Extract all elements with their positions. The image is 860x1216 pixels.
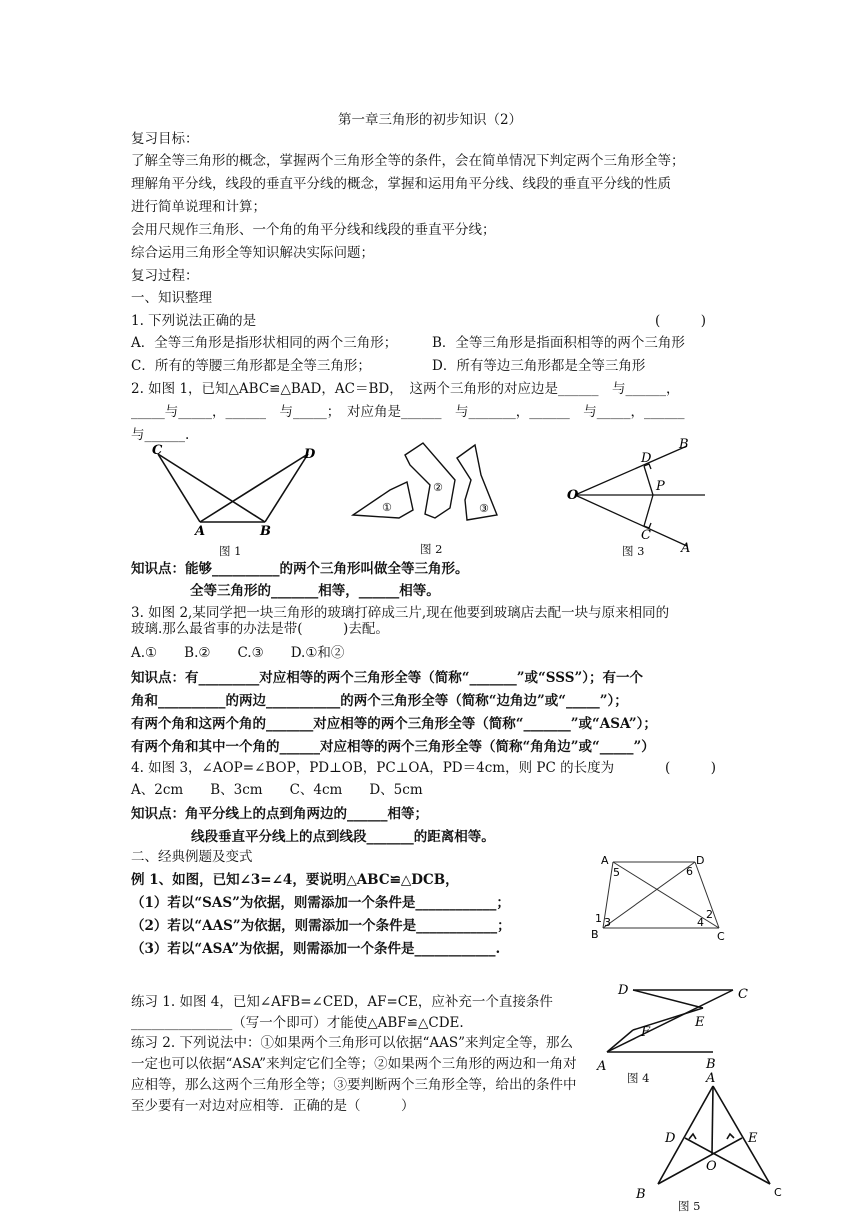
fig5-label: E bbox=[748, 1131, 758, 1146]
ex1-label: 4 bbox=[697, 916, 704, 929]
ex1-label: C bbox=[717, 930, 725, 943]
fig3-label: A bbox=[681, 541, 691, 556]
example-1-stem: 例 1、如图，已知∠3=∠4，要说明△ABC≌△DCB， bbox=[131, 872, 459, 888]
ex1-label: D bbox=[696, 854, 705, 867]
question-2-line: 2. 如图 1，已知△ABC≌△BAD，AC＝BD， 这两个三角形的对应边是______ 与______， bbox=[131, 381, 680, 397]
knowledge-point: 有两个角和其中一个角的______对应相等的两个三角形全等（简称“角角边”或“_____”） bbox=[131, 739, 655, 755]
fig1-label: A bbox=[195, 524, 206, 539]
figure-1-caption: 图 1 bbox=[219, 544, 242, 558]
fig4-label: C bbox=[738, 987, 748, 1002]
goal-line: 理解角平分线，线段的垂直平分线的概念，掌握和运用角平分线、线段的垂直平分线的性质 bbox=[131, 176, 671, 192]
fig2-label: ② bbox=[433, 481, 443, 494]
knowledge-point: 知识点：能够__________的两个三角形叫做全等三角形。 bbox=[131, 561, 469, 577]
figure-5-diagram bbox=[630, 1068, 790, 1208]
figure-5-caption: 图 5 bbox=[678, 1199, 701, 1213]
question-4-stem: 4. 如图 3，∠AOP=∠BOP，PD⊥OB，PC⊥OA，PD＝4cm，则 PC 的长度为 bbox=[131, 760, 615, 776]
option-a: A．全等三角形是指形状相同的两个三角形； bbox=[131, 335, 398, 351]
question-3-line: 玻璃.那么最省事的办法是带( )去配。 bbox=[131, 621, 389, 637]
figure-2-diagram bbox=[345, 440, 515, 540]
knowledge-point: 知识点：角平分线上的点到角两边的______相等； bbox=[131, 806, 428, 822]
example-1-diagram bbox=[591, 852, 735, 943]
figure-1-diagram bbox=[140, 440, 330, 540]
option-c: C．所有的等腰三角形都是全等三角形； bbox=[131, 358, 371, 374]
figure-3-caption: 图 3 bbox=[622, 544, 645, 558]
fig3-label: O bbox=[567, 488, 579, 503]
page-title: 第一章三角形的初步知识（2） bbox=[337, 112, 523, 128]
fig2-label: ① bbox=[382, 501, 392, 514]
ex1-label: 6 bbox=[686, 865, 693, 878]
fig4-label: B bbox=[706, 1057, 716, 1072]
process-heading: 复习过程： bbox=[131, 268, 199, 284]
ex1-label: 1 bbox=[595, 912, 602, 925]
fig1-label: C bbox=[152, 443, 163, 458]
figure-3-diagram bbox=[565, 437, 715, 556]
fig4-label: F bbox=[641, 1025, 651, 1040]
figure-4-diagram bbox=[595, 982, 755, 1072]
question-4-options: A、2cm B、3cm C、4cm D、5cm bbox=[131, 782, 423, 798]
fig3-label: D bbox=[641, 451, 652, 466]
ex1-label: 2 bbox=[706, 908, 713, 921]
option-d: D．所有等边三角形都是全等三角形 bbox=[432, 358, 646, 374]
question-3-options: A.① B.② C.③ D.①和② bbox=[131, 645, 345, 661]
question-2-line: _____与_____，______ 与_____； 对应角是______ 与_______，______ 与_____，______ bbox=[131, 404, 685, 420]
answer-paren: ( ) bbox=[665, 760, 717, 776]
ex1-label: 5 bbox=[613, 866, 620, 879]
goal-line: 会用尺规作三角形、一个角的角平分线和线段的垂直平分线； bbox=[131, 222, 496, 238]
fig5-label: O bbox=[706, 1159, 717, 1174]
goal-line: 了解全等三角形的概念，掌握两个三角形全等的条件，会在简单情况下判定两个三角形全等； bbox=[131, 153, 685, 169]
knowledge-point: 有两个角和这两个角的_______对应相等的两个三角形全等（简称“_______”或“ASA”）； bbox=[131, 716, 657, 732]
fig4-label: D bbox=[618, 983, 629, 998]
question-2-line: 与______. bbox=[131, 427, 190, 443]
option-b: B．全等三角形是指面积相等的两个三角形 bbox=[432, 335, 685, 351]
fig3-label: B bbox=[679, 437, 689, 452]
fig5-label: B bbox=[636, 1187, 646, 1202]
example-1-part: （3）若以“ASA”为依据，则需添加一个条件是____________. bbox=[131, 941, 501, 957]
question-3-line: 3. 如图 2,某同学把一块三角形的玻璃打碎成三片,现在他要到玻璃店去配一块与原来相同的 bbox=[131, 605, 670, 621]
fig1-label: D bbox=[304, 447, 316, 462]
fig5-label: C bbox=[774, 1186, 782, 1199]
goal-line: 综合运用三角形全等知识解决实际问题； bbox=[131, 245, 374, 261]
fig5-label: A bbox=[706, 1071, 716, 1086]
goal-line: 进行简单说理和计算； bbox=[131, 199, 266, 215]
fig5-label: D bbox=[665, 1131, 676, 1146]
answer-paren: ( ) bbox=[655, 313, 707, 329]
goals-heading: 复习目标： bbox=[131, 131, 199, 147]
practice-1: 练习 1. 如图 4，已知∠AFB=∠CED，AF=CE，应补充一个直接条件_______________（写一个即可）才能使△ABF≌△CDE. bbox=[131, 994, 553, 1031]
fig4-label: A bbox=[597, 1059, 607, 1074]
figure-2-caption: 图 2 bbox=[420, 542, 443, 556]
fig1-label: B bbox=[260, 524, 271, 539]
section-heading: 一、知识整理 bbox=[131, 290, 212, 306]
fig3-label: C bbox=[641, 528, 651, 543]
knowledge-point: 角和__________的两边___________的两个三角形全等（简称“边角边”或“_____”）； bbox=[131, 693, 628, 709]
knowledge-point: 线段垂直平分线上的点到线段_______的距离相等。 bbox=[191, 829, 495, 845]
knowledge-point: 知识点：有_________对应相等的两个三角形全等（简称“_______”或“SSS”）；有一个 bbox=[131, 670, 643, 686]
ex1-label: 3 bbox=[604, 916, 611, 929]
ex1-label: A bbox=[601, 854, 609, 867]
section-heading: 二、经典例题及变式 bbox=[131, 849, 253, 865]
fig4-label: E bbox=[695, 1015, 705, 1030]
figure-4-caption: 图 4 bbox=[627, 1071, 650, 1085]
ex1-label: B bbox=[591, 928, 599, 941]
fig3-label: P bbox=[656, 479, 665, 494]
practice-2: 练习 2. 下列说法中：①如果两个三角形可以依据“AAS”来判定全等，那么一定也可以依据“ASA”来判定它们全等；②如果两个三角形的两边和一角对应相等，那么这两个三角形全等；③要判断两个三角形全等，给出的条件中至少要有一对边对应相等．正确的是（ ） bbox=[131, 1035, 577, 1114]
fig2-label: ③ bbox=[479, 502, 489, 515]
knowledge-point: 全等三角形的_______相等，______相等。 bbox=[190, 583, 440, 599]
example-1-part: （2）若以“AAS”为依据，则需添加一个条件是____________； bbox=[131, 918, 511, 934]
question-1-stem: 1. 下列说法正确的是 bbox=[131, 313, 257, 329]
example-1-part: （1）若以“SAS”为依据，则需添加一个条件是____________； bbox=[131, 895, 510, 911]
